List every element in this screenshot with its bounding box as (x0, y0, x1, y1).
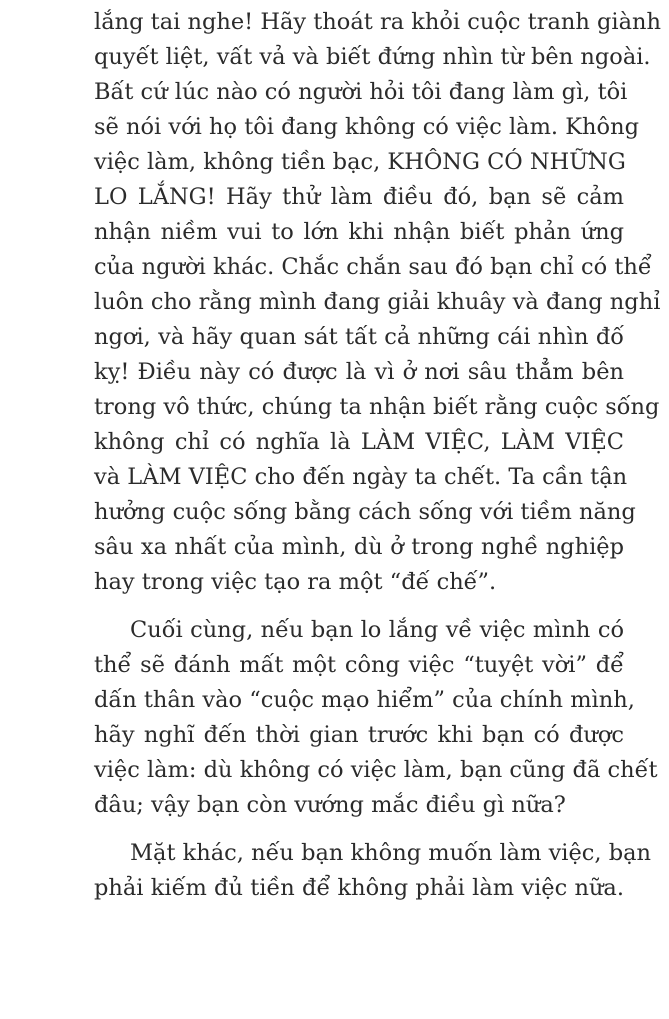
text-line: sẽ nói với họ tôi đang không có việc làm. Không (94, 114, 639, 140)
text-line: kỵ! Điều này có được là vì ở nơi sâu thẳm bên (94, 359, 624, 385)
text-line: Mặt khác, nếu bạn không muốn làm việc, bạn (130, 840, 652, 866)
text-line: của người khác. Chắc chắn sau đó bạn chỉ có thể (94, 254, 652, 280)
text-line: lắng tai nghe! Hãy thoát ra khỏi cuộc tranh giành (94, 9, 662, 35)
text-line: quyết liệt, vất vả và biết đứng nhìn từ bên ngoài. (94, 44, 651, 70)
text-line: hãy nghĩ đến thời gian trước khi bạn có được (94, 722, 624, 748)
text-line: hay trong việc tạo ra một “đế chế”. (94, 569, 497, 595)
text-line: nhận niềm vui to lớn khi nhận biết phản ứng (94, 219, 624, 245)
text-line: Cuối cùng, nếu bạn lo lắng về việc mình có (130, 617, 624, 643)
text-line: sâu xa nhất của mình, dù ở trong nghề nghiệp (94, 534, 624, 560)
text-line: ngơi, và hãy quan sát tất cả những cái nhìn đố (94, 324, 624, 350)
text-line: LO LẮNG! Hãy thử làm điều đó, bạn sẽ cảm (94, 184, 624, 210)
text-line: phải kiếm đủ tiền để không phải làm việc nữa. (94, 875, 624, 901)
text-line: hưởng cuộc sống bằng cách sống với tiềm năng (94, 499, 636, 525)
text-line: việc làm, không tiền bạc, KHÔNG CÓ NHỮNG (94, 149, 626, 175)
text-line: không chỉ có nghĩa là LÀM VIỆC, LÀM VIỆC (94, 429, 624, 455)
text-line: đâu; vậy bạn còn vướng mắc điều gì nữa? (94, 792, 566, 818)
text-line: dấn thân vào “cuộc mạo hiểm” của chính mình, (94, 687, 635, 713)
text-line: trong vô thức, chúng ta nhận biết rằng cuộc sống (94, 394, 660, 420)
text-line: thể sẽ đánh mất một công việc “tuyệt vời” để (94, 652, 624, 678)
text-line: việc làm: dù không có việc làm, bạn cũng đã chết (94, 757, 658, 783)
text-line: và LÀM VIỆC cho đến ngày ta chết. Ta cần tận (94, 464, 628, 490)
text-line: Bất cứ lúc nào có người hỏi tôi đang làm gì, tôi (94, 79, 628, 105)
text-line: luôn cho rằng mình đang giải khuây và đang nghỉ (94, 289, 661, 315)
